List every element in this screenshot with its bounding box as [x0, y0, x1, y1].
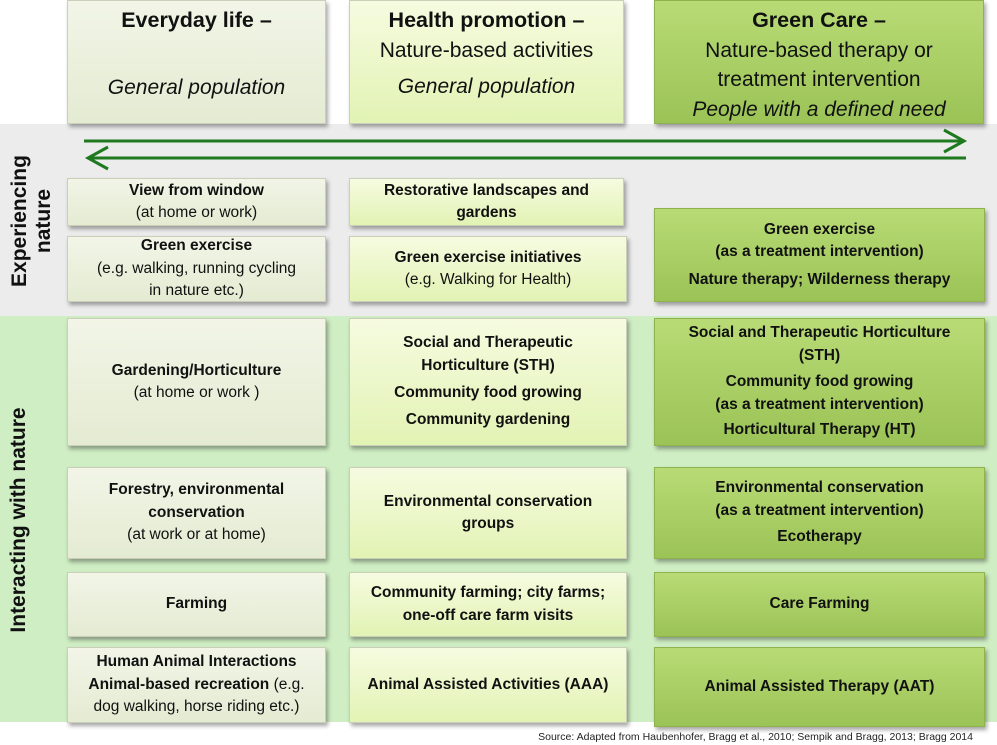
cell-human-animal-interactions	[67, 647, 326, 723]
animal-recreation-eg: (e.g.	[269, 675, 305, 693]
farming-title: Farming	[165, 595, 228, 613]
header-greencare-subtitle1: Nature-based therapy or	[705, 38, 933, 62]
env-treatment-line2: (as a treatment intervention)	[715, 501, 924, 519]
community-farming-line2: one-off care farm visits	[402, 606, 574, 624]
header-greencare-subtitle2: treatment intervention	[717, 68, 921, 92]
sth-treatment-line1: Social and Therapeutic Horticulture	[688, 324, 951, 342]
food-growing-treatment-line1: Community food growing	[725, 373, 914, 391]
cell-sth-treatment	[654, 318, 985, 446]
cell-forestry	[67, 467, 326, 559]
cell-green-exercise	[67, 236, 326, 302]
green-exercise-treatment-title: Green exercise	[763, 220, 876, 238]
experiencing-label-line2: nature	[32, 188, 56, 254]
aaa-title: Animal Assisted Activities (AAA)	[367, 675, 609, 693]
cell-gardening	[67, 318, 326, 446]
ecotherapy: Ecotherapy	[777, 528, 862, 546]
env-groups-line1: Environmental conservation	[383, 492, 593, 510]
env-groups-line2: groups	[461, 515, 515, 532]
sth-treatment-line2: (STH)	[798, 346, 841, 364]
env-treatment-line1: Environmental conservation	[715, 479, 924, 497]
cell-env-conservation-treatment	[654, 467, 985, 559]
community-food-growing: Community food growing	[394, 384, 582, 401]
green-exercise-title: Green exercise	[140, 237, 253, 255]
nature-therapy-text: Nature therapy; Wilderness therapy	[688, 270, 951, 288]
header-health-title: Health promotion –	[388, 8, 585, 32]
header-health-subtitle: Nature-based activities	[379, 38, 594, 62]
care-farming-title: Care Farming	[769, 595, 870, 613]
cell-green-exercise-treatment	[654, 208, 985, 302]
header-greencare-audience: People with a defined need	[692, 98, 946, 122]
cell-animal-assisted-therapy	[654, 647, 985, 727]
experiencing-label-line1: Experiencing	[8, 155, 31, 287]
cell-community-farming	[349, 572, 627, 637]
horticultural-therapy: Horticultural Therapy (HT)	[723, 421, 916, 439]
green-exercise-line3: in nature etc.)	[149, 282, 244, 300]
header-everyday-title: Everyday life –	[121, 8, 272, 32]
forestry-detail: (at work or at home)	[127, 526, 266, 544]
view-title: View from window	[129, 181, 264, 199]
gardening-detail: (at home or work )	[133, 384, 260, 401]
cell-restorative-landscapes	[349, 178, 624, 226]
green-exercise-initiatives-title: Green exercise initiatives	[394, 248, 582, 266]
animal-interactions-title: Human Animal Interactions	[96, 653, 297, 671]
green-exercise-line2: (e.g. walking, running cycling	[96, 259, 297, 277]
view-detail: (at home or work)	[135, 204, 258, 221]
interacting-with-nature-label: Interacting with nature	[7, 407, 30, 633]
green-exercise-treatment-detail: (as a treatment intervention)	[715, 243, 924, 261]
restorative-line1: Restorative landscapes and	[383, 181, 590, 199]
cell-green-exercise-initiatives	[349, 236, 627, 302]
sth-line1: Social and Therapeutic	[403, 334, 573, 352]
forestry-line1: Forestry, environmental	[108, 481, 285, 499]
header-greencare-title: Green Care –	[752, 8, 886, 32]
animal-recreation-label: Animal-based recreation	[88, 675, 270, 693]
cell-view-from-window	[67, 178, 326, 226]
community-gardening: Community gardening	[405, 411, 571, 429]
gardening-title: Gardening/Horticulture	[111, 361, 282, 379]
animal-recreation-examples: dog walking, horse riding etc.)	[93, 698, 300, 716]
cell-farming	[67, 572, 326, 637]
green-exercise-initiatives-detail: (e.g. Walking for Health)	[404, 271, 572, 288]
forestry-line2: conservation	[148, 503, 245, 521]
cell-env-conservation-groups	[349, 467, 627, 559]
animal-recreation-line	[88, 674, 304, 696]
header-health-audience: General population	[397, 75, 576, 99]
cell-animal-assisted-activities	[349, 647, 627, 723]
community-farming-line1: Community farming; city farms;	[370, 584, 606, 602]
restorative-line2: gardens	[456, 204, 517, 221]
aat-title: Animal Assisted Therapy (AAT)	[704, 677, 935, 695]
sth-line2: Horticulture (STH)	[421, 356, 555, 374]
cell-care-farming	[654, 572, 985, 637]
food-growing-treatment-line2: (as a treatment intervention)	[715, 395, 924, 413]
cell-sth-community	[349, 318, 627, 446]
source-citation: Source: Adapted from Haubenhofer, Bragg et al., 2010; Sempik and Bragg, 2013; Bragg 2014	[538, 731, 973, 743]
header-everyday-audience: General population	[107, 75, 286, 99]
